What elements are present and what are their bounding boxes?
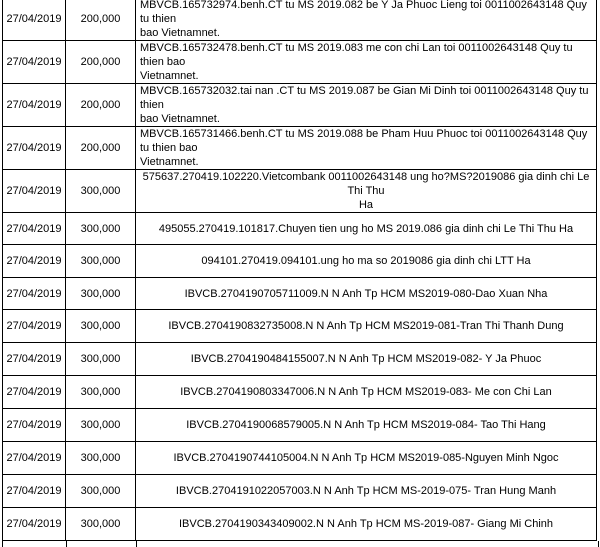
amount-cell: 300,000	[66, 508, 136, 541]
description-cell: IBVCB.2704190484155007.N N Anh Tp HCM MS2019-082- Y Ja Phuoc	[136, 343, 597, 376]
description-cell: IBVCB.2704191022057003.N N Anh Tp HCM MS-2019-075- Tran Hung Manh	[136, 475, 597, 508]
table-row	[3, 84, 597, 127]
description-line-2: Ha	[358, 199, 374, 211]
description-cell: IBVCB.2704190744105004.N N Anh Tp HCM MS2019-085-Nguyen Minh Ngoc	[136, 442, 597, 475]
date-cell: 27/04/2019	[3, 170, 66, 213]
date-cell: 27/04/2019	[3, 245, 66, 278]
table-row	[3, 442, 597, 475]
description-cell: IBVCB.2704190705711009.N N Anh Tp HCM MS2019-080-Dao Xuan Nha	[136, 278, 597, 310]
amount-cell: 300,000	[66, 213, 136, 245]
date-cell: 27/04/2019	[3, 409, 66, 442]
date-cell: 27/04/2019	[3, 278, 66, 310]
table-row	[3, 170, 597, 213]
description-line-1: MBVCB.165732974.benh.CT tu MS 2019.082 be Y Ja Phuoc Lieng toi 0011002643148 Quy tu thien	[140, 0, 587, 25]
table-row	[3, 376, 597, 409]
description-line-2: Vietnamnet.	[140, 156, 199, 168]
description-cell: IBVCB.2704190343409002.N N Anh Tp HCM MS-2019-087- Giang Mi Chinh	[136, 508, 597, 541]
column-divider	[66, 541, 67, 547]
amount-cell: 300,000	[66, 409, 136, 442]
table-row	[3, 278, 597, 310]
description-cell: IBVCB.2704190832735008.N N Anh Tp HCM MS2019-081-Tran Thi Thanh Dung	[136, 310, 597, 343]
description-cell: IBVCB.2704190803347006.N N Anh Tp HCM MS2019-083- Me con Chi Lan	[136, 376, 597, 409]
table-continuation-stub	[2, 541, 599, 547]
date-cell: 27/04/2019	[3, 343, 66, 376]
amount-cell: 300,000	[66, 278, 136, 310]
table-row	[3, 343, 597, 376]
table-row	[3, 127, 597, 170]
date-cell: 27/04/2019	[3, 0, 66, 41]
description-cell	[136, 0, 597, 41]
description-line-1: MBVCB.165732478.benh.CT tu MS 2019.083 me con chi Lan toi 0011002643148 Quy tu thien bao	[140, 42, 573, 68]
amount-cell: 300,000	[66, 475, 136, 508]
column-divider	[136, 541, 137, 547]
amount-cell: 300,000	[66, 170, 136, 213]
amount-cell: 300,000	[66, 343, 136, 376]
transaction-table-body	[3, 0, 597, 541]
date-cell: 27/04/2019	[3, 508, 66, 541]
description-line-1: 575637.270419.102220.Vietcombank 0011002643148 ung ho?MS?2019086 gia dinh chi Le Thi Thu	[142, 171, 590, 197]
amount-cell: 200,000	[66, 0, 136, 41]
description-cell	[136, 170, 597, 213]
description-cell: 094101.270419.094101.ung ho ma so 2019086 gia dinh chi LTT Ha	[136, 245, 597, 278]
table-row	[3, 245, 597, 278]
table-row	[3, 508, 597, 541]
table-row	[3, 213, 597, 245]
description-line-2: bao Vietnamnet.	[140, 113, 220, 125]
amount-cell: 300,000	[66, 376, 136, 409]
description-cell	[136, 84, 597, 127]
date-cell: 27/04/2019	[3, 127, 66, 170]
date-cell: 27/04/2019	[3, 41, 66, 84]
date-cell: 27/04/2019	[3, 376, 66, 409]
description-cell	[136, 41, 597, 84]
amount-cell: 300,000	[66, 310, 136, 343]
description-line-1: MBVCB.165732032.tai nan .CT tu MS 2019.087 be Gian Mi Dinh toi 0011002643148 Quy tu thien	[140, 85, 589, 111]
description-line-2: bao Vietnamnet.	[140, 27, 220, 39]
table-row	[3, 41, 597, 84]
date-cell: 27/04/2019	[3, 475, 66, 508]
date-cell: 27/04/2019	[3, 213, 66, 245]
description-cell: IBVCB.2704190068579005.N N Anh Tp HCM MS2019-084- Tao Thi Hang	[136, 409, 597, 442]
date-cell: 27/04/2019	[3, 84, 66, 127]
date-cell: 27/04/2019	[3, 442, 66, 475]
amount-cell: 300,000	[66, 442, 136, 475]
description-line-2: Vietnamnet.	[140, 70, 199, 82]
amount-cell: 200,000	[66, 84, 136, 127]
description-cell: 495055.270419.101817.Chuyen tien ung ho MS 2019.086 gia dinh chi Le Thi Thu Ha	[136, 213, 597, 245]
transaction-table	[2, 0, 597, 541]
amount-cell: 200,000	[66, 127, 136, 170]
description-line-1: MBVCB.165731466.benh.CT tu MS 2019.088 be Pham Huu Phuoc toi 0011002643148 Quy tu thien bao	[140, 128, 588, 154]
table-row	[3, 409, 597, 442]
table-row	[3, 0, 597, 41]
date-cell: 27/04/2019	[3, 310, 66, 343]
amount-cell: 200,000	[66, 41, 136, 84]
table-row	[3, 475, 597, 508]
table-row	[3, 310, 597, 343]
description-cell	[136, 127, 597, 170]
amount-cell: 300,000	[66, 245, 136, 278]
